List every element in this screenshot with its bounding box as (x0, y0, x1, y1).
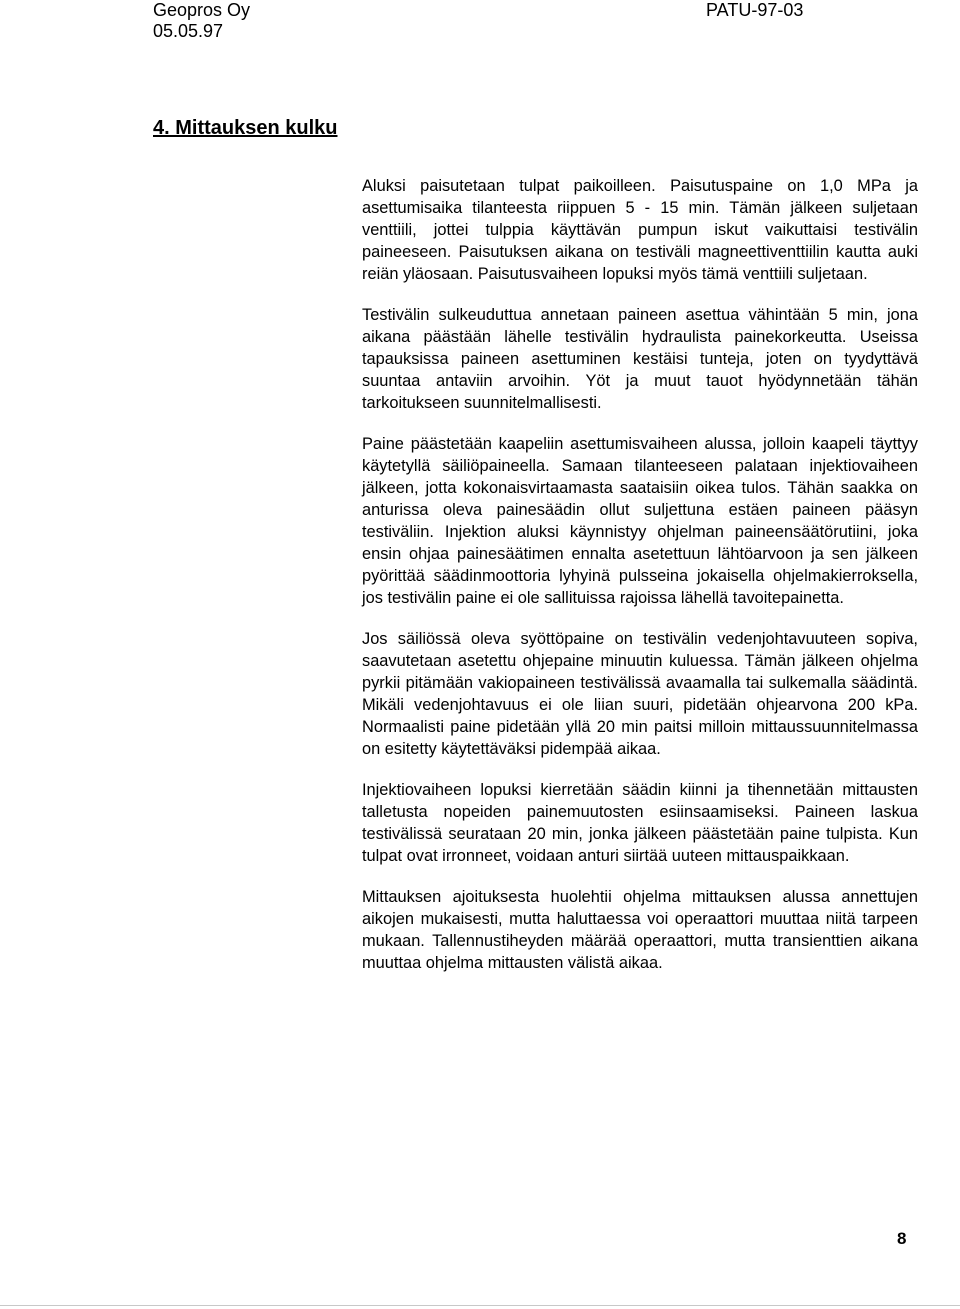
bottom-rule (0, 1305, 960, 1306)
paragraph-pressure-settling: Testivälin sulkeuduttua annetaan paineen asettua vähintään 5 min, jona aikana päästään lähelle testivälin hydraulista painekorkeutta. Useissa tapauksissa paineen asettuminen kestäisi tunteja, joten on tyydyttävä suuntaa antaviin arvoihin. Yöt ja muut tauot hyödynnetään tähän tarkoitukseen suunnitelmallisesti. (362, 306, 918, 412)
section-heading: 4. Mittauksen kulku (153, 117, 338, 139)
paragraph-injection-end: Injektiovaiheen lopuksi kierretään säädin kiinni ja tihennetään mittausten talletusta nopeiden painemuutosten esiinsaamiseksi. Paineen laskua testivälissä seurataan 20 min, jonka jälkeen päästetään paine tulpista. Kun tulpat ovat irronneet, voidaan anturi siirtää uuteen mittauspaikkaan. (362, 781, 918, 865)
page-number: 8 (897, 1229, 907, 1248)
page-header-left (153, 0, 250, 42)
body-text (362, 175, 918, 993)
document-date: 05.05.97 (153, 21, 224, 41)
paragraph-constant-pressure: Jos säiliössä oleva syöttöpaine on testivälin vedenjohtavuuteen sopiva, saavutetaan asetettu ohjepaine minuutin kuluessa. Tämän jälkeen ohjelma pyrkii pitämään vakiopaineen testivälissä avaamalla tai sulkemalla säädintä. Mikäli vedenjohtavuus ei ole liian suuri, pidetään ohjearvona 200 kPa. Normaalisti paine pidetään yllä 20 min paitsi milloin mittaussuunnitelmassa on esitetty käytettäväksi pidempää aikaa. (362, 630, 918, 758)
document-code: PATU-97-03 (706, 0, 804, 20)
paragraph-injection-start: Paine päästetään kaapeliin asettumisvaiheen alussa, jolloin kaapeli täyttyy käytetyllä säiliöpaineella. Samaan tilanteeseen palataan injektiovaiheen jälkeen, jotta kokonaisvirtaamasta saataisiin oikea tulos. Tähän saakka on anturissa oleva painesäädin ollut suljettuna estäen paineen pääsyn testiväliin. Injektion aluksi käynnistyy ohjelman paineensäätörutiini, joka ensin ohjaa painesäätimen ennalta asetettuun lähtöarvoon ja sen jälkeen pyörittää säädinmoottoria lyhyinä pulsseina jokaisella ohjelmakierroksella, jos testivälin paine ei ole sallituissa rajoissa lähellä tavoitepainetta. (362, 435, 918, 607)
paragraph-timing: Mittauksen ajoituksesta huolehtii ohjelma mittauksen alussa annettujen aikojen mukaisesti, mutta haluttaessa voi operaattori muuttaa niitä tarpeen mukaan. Tallennustiheyden määrää operaattori, mutta transienttien aikana muuttaa ohjelma mittausten välistä aikaa. (362, 888, 918, 972)
paragraph-inflation: Aluksi paisutetaan tulpat paikoilleen. Paisutuspaine on 1,0 MPa ja asettumisaika tilanteesta riippuen 5 - 15 min. Tämän jälkeen suljetaan venttiili, jottei tulppia käyttävän pumpun iskut vaikuttaisi testivälin paineeseen. Paisutuksen aikana on testiväli magneettiventtiilin kautta auki reiän yläosaan. Paisutusvaiheen lopuksi myös tämä venttiili suljetaan. (362, 177, 918, 283)
company-name: Geopros Oy (153, 0, 251, 20)
